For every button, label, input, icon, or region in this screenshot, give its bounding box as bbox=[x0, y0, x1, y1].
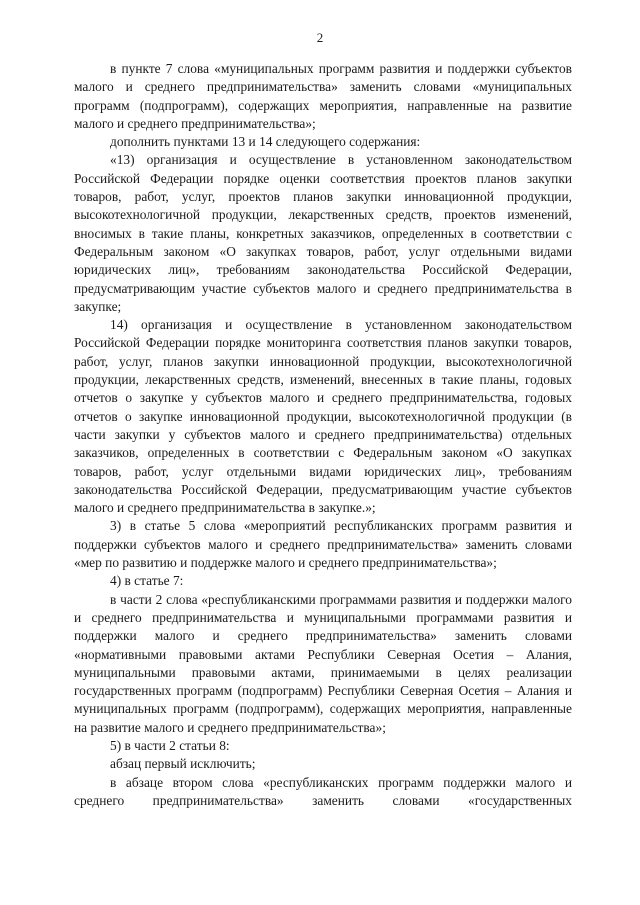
page-number: 2 bbox=[316, 30, 324, 45]
paragraph-article-7: 4) в статье 7: bbox=[110, 573, 184, 589]
paragraph-first-excluded: абзац первый исключить; bbox=[110, 756, 256, 772]
paragraph-point-7-amendment: в пункте 7 слова «муниципальных программ развития и поддержки субъектов малого и среднего предпринимательства» заменить словами «муниципальных программ (подпрограмм), содержащих мероприятия, направленные на развитие малого и среднего предпринимательства»; bbox=[74, 61, 572, 131]
paragraph-second-amendment: в абзаце втором слова «республиканских программ поддержки малого и среднего предпринимательства» заменить словами «государственных bbox=[74, 774, 572, 808]
paragraph-add-points-13-14: дополнить пунктами 13 и 14 следующего содержания: bbox=[110, 134, 421, 150]
paragraph-point-14: 14) организация и осуществление в установленном законодательством Российской Федерации порядке мониторинга соответствия планов закупки товаров, работ, услуг, планов закупки инновационной продукции, высокотехнологичной продукции, лекарственных средств, изменений, внесенных в такие планы, годовых отчетов о закупке у субъектов малого и среднего предпринимательства, годовых отчетов о закупке инновационной продукции, высокотехнологичной продукции (в части закупки у субъектов малого и среднего предпринимательства) отдельных заказчиков, определенных в соответствии с Федеральным законом «О закупках товаров, работ, услуг отдельными видами юридических лиц», требованиям законодательства Российской Федерации, предусматривающим участие субъектов малого и среднего предпринимательства в закупке.»; bbox=[74, 317, 572, 516]
paragraph-article-5: 3) в статье 5 слова «мероприятий республиканских программ развития и поддержки субъектов малого и среднего предпринимательства» заменить словами «мер по развитию и поддержке малого и среднего предпринимательства»; bbox=[74, 518, 572, 571]
document-body bbox=[74, 60, 572, 810]
paragraph-article-8-part-2: 5) в части 2 статьи 8: bbox=[110, 737, 230, 753]
paragraph-point-13: «13) организация и осуществление в установленном законодательством Российской Федерации порядке оценки соответствия проектов планов закупки товаров, работ, услуг, проектов планов закупки инновационной продукции, высокотехнологичной продукции, лекарственных средств, проектов изменений, вносимых в такие планы, конкретных заказчиков, определенных в соответствии с Федеральным законом «О закупках товаров, работ, услуг отдельными видами юридических лиц», требованиям законодательства Российской Федерации, предусматривающим участие субъектов малого и среднего предпринимательства в закупке; bbox=[74, 152, 572, 314]
paragraph-article-7-part-2: в части 2 слова «республиканскими программами развития и поддержки малого и среднего предпринимательства и муниципальными программами развития и поддержки малого и среднего предпринимательства» заменить словами «нормативными правовыми актами Республики Северная Осетия – Алания, муниципальными правовыми актами, принимаемыми в целях реализации государственных программ (подпрограмм) Республики Северная Осетия – Алания и муниципальных программ (подпрограмм), содержащих мероприятия, направленные на развитие малого и среднего предпринимательства»; bbox=[74, 591, 572, 735]
